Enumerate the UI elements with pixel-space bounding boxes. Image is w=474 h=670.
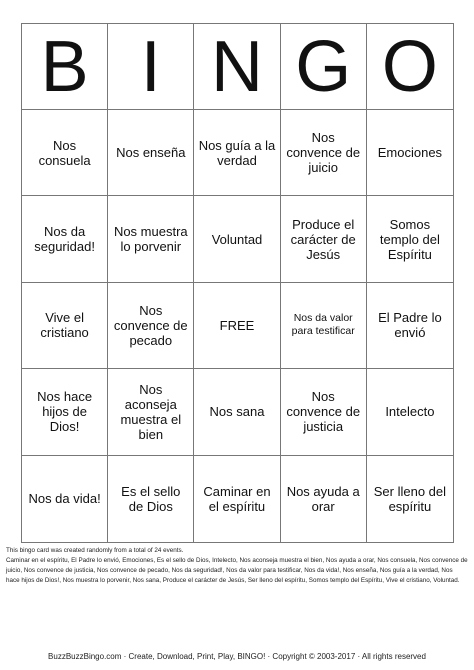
bingo-cell: Nos consuela	[22, 110, 108, 196]
free-space-cell: FREE	[194, 283, 280, 369]
bingo-cell: Nos sana	[194, 369, 280, 455]
card-info-summary: This bingo card was created randomly from a total of 24 events.	[6, 547, 184, 554]
bingo-cell: Nos convence de pecado	[108, 283, 194, 369]
bingo-cell: Nos ayuda a orar	[281, 456, 367, 542]
bingo-cell: Nos hace hijos de Dios!	[22, 369, 108, 455]
bingo-cell: Es el sello de Dios	[108, 456, 194, 542]
bingo-cell: Somos templo del Espíritu	[367, 196, 453, 282]
bingo-cell: Produce el carácter de Jesús	[281, 196, 367, 282]
bingo-cell: Nos da valor para testificar	[281, 283, 367, 369]
header-letter-i: I	[108, 24, 194, 109]
bingo-cell: Caminar en el espíritu	[194, 456, 280, 542]
header-letter-b: B	[22, 24, 108, 109]
bingo-header	[21, 23, 454, 109]
header-letter-o: O	[381, 26, 438, 107]
bingo-cell: Intelecto	[367, 369, 453, 455]
header-letter-n: N	[194, 24, 280, 109]
card-info-note	[6, 546, 468, 586]
bingo-cell: Nos convence de juicio	[281, 110, 367, 196]
bingo-cell: El Padre lo envió	[367, 283, 453, 369]
bingo-cell: Nos convence de justicia	[281, 369, 367, 455]
site-footer: BuzzBuzzBingo.com · Create, Download, Print, Play, BINGO! · Copyright © 2003-2017 · All rights reserved	[48, 652, 426, 661]
card-info-events-list: Caminar en el espíritu, El Padre lo envió, Emociones, Es el sello de Dios, Intelecto, Nos aconseja muestra el bien, Nos ayuda a orar, Nos consuela, Nos convence de juicio, Nos convence de justicia, Nos convence de pecado, Nos da seguridad!, Nos da valor para testificar, Nos da vida!, Nos enseña, Nos guía a la verdad, Nos hace hijos de Dios!, Nos muestra lo porvenir, Nos sana, Produce el carácter de Jesús, Ser lleno del espíritu, Somos templo del Espíritu, Vive el cristiano, Voluntad.	[6, 557, 468, 584]
bingo-cell: Nos da vida!	[22, 456, 108, 542]
bingo-cell: Nos aconseja muestra el bien	[108, 369, 194, 455]
header-letter-g: G	[281, 24, 367, 109]
bingo-cell: Voluntad	[194, 196, 280, 282]
bingo-cell: Nos muestra lo porvenir	[108, 196, 194, 282]
bingo-card	[21, 23, 454, 541]
bingo-cell: Emociones	[367, 110, 453, 196]
bingo-cell: Nos enseña	[108, 110, 194, 196]
bingo-grid	[21, 109, 454, 543]
bingo-cell: Nos da seguridad!	[22, 196, 108, 282]
bingo-cell: Vive el cristiano	[22, 283, 108, 369]
bingo-cell: Nos guía a la verdad	[194, 110, 280, 196]
bingo-cell: Ser lleno del espíritu	[373, 483, 447, 514]
